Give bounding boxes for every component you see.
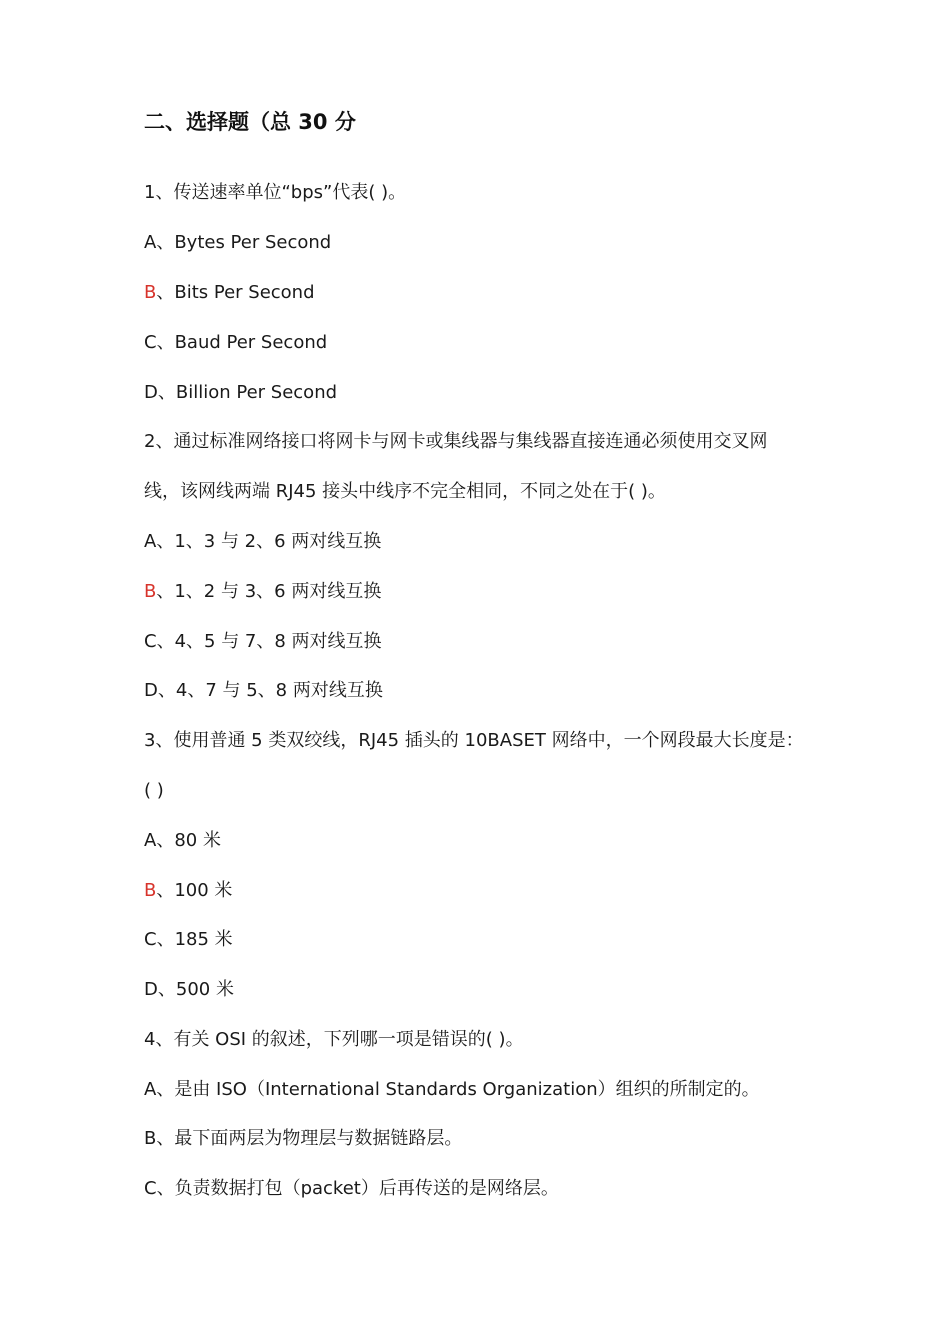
q3-option-b-letter: B bbox=[144, 880, 157, 901]
q1-option-c-letter: C bbox=[144, 332, 157, 353]
q3-option-b bbox=[144, 879, 232, 903]
q4-option-c-letter: C bbox=[144, 1178, 157, 1199]
q2-option-d-letter: D bbox=[144, 680, 158, 701]
q1-option-d-text: 、Billion Per Second bbox=[157, 382, 338, 403]
q4-option-a bbox=[144, 1078, 760, 1102]
q3-option-a-letter: A bbox=[144, 830, 157, 851]
q4-stem: 4、有关 OSI 的叙述，下列哪一项是错误的( )。 bbox=[144, 1029, 524, 1050]
q3-option-a-text: 、80 米 bbox=[156, 830, 221, 851]
q1-option-a-text: 、Bytes Per Second bbox=[156, 232, 332, 253]
q3-stem-line2: ( ) bbox=[144, 780, 164, 801]
q2-option-b bbox=[144, 580, 381, 604]
q1-option-d bbox=[144, 381, 337, 405]
q4-option-b-text: 、最下面两层为物理层与数据链路层。 bbox=[156, 1128, 463, 1149]
q2-option-a-letter: A bbox=[144, 531, 157, 552]
q3-stem-line1: 3、使用普通 5 类双绞线，RJ45 插头的 10BASET 网络中，一个网段最大长度是： bbox=[144, 730, 804, 751]
q1-option-b-text: 、Bits Per Second bbox=[156, 282, 315, 303]
q1-option-b bbox=[144, 281, 315, 305]
q4-option-a-letter: A bbox=[144, 1079, 157, 1100]
q1-option-c-text: 、Baud Per Second bbox=[156, 332, 328, 353]
q4-option-b bbox=[144, 1127, 462, 1151]
q2-option-d-text: 、4、7 与 5、8 两对线互换 bbox=[157, 680, 383, 701]
q2-option-a-text: 、1、3 与 2、6 两对线互换 bbox=[156, 531, 382, 552]
q2-option-d bbox=[144, 679, 383, 703]
q4-option-b-letter: B bbox=[144, 1128, 157, 1149]
q3-option-c bbox=[144, 928, 233, 952]
q2-option-c bbox=[144, 630, 382, 654]
q1-option-b-letter: B bbox=[144, 282, 157, 303]
q4-option-c bbox=[144, 1177, 559, 1201]
q3-option-b-text: 、100 米 bbox=[156, 880, 233, 901]
q3-option-c-text: 、185 米 bbox=[156, 929, 233, 950]
q1-option-a bbox=[144, 231, 331, 255]
q4-option-c-text: 、负责数据打包（packet）后再传送的是网络层。 bbox=[156, 1178, 559, 1199]
section-title: 二、选择题（总 30 分 bbox=[144, 110, 356, 134]
q2-option-c-text: 、4、5 与 7、8 两对线互换 bbox=[156, 631, 382, 652]
q1-stem: 1、传送速率单位“bps”代表( )。 bbox=[144, 182, 407, 203]
q3-option-c-letter: C bbox=[144, 929, 157, 950]
q1-option-d-letter: D bbox=[144, 382, 158, 403]
q2-option-b-text: 、1、2 与 3、6 两对线互换 bbox=[156, 581, 382, 602]
q3-option-a bbox=[144, 829, 221, 853]
q2-option-c-letter: C bbox=[144, 631, 157, 652]
q3-option-d-text: 、500 米 bbox=[157, 979, 234, 1000]
q2-stem-line2: 线，该网线两端 RJ45 接头中线序不完全相同，不同之处在于( )。 bbox=[144, 481, 666, 502]
q1-option-a-letter: A bbox=[144, 232, 157, 253]
q2-option-b-letter: B bbox=[144, 581, 157, 602]
q3-option-d-letter: D bbox=[144, 979, 158, 1000]
q2-option-a bbox=[144, 530, 381, 554]
q2-stem-line1: 2、通过标准网络接口将网卡与网卡或集线器与集线器直接连通必须使用交叉网 bbox=[144, 431, 768, 452]
q3-option-d bbox=[144, 978, 234, 1002]
q4-option-a-text: 、是由 ISO（International Standards Organization）组织的所制定的。 bbox=[156, 1079, 760, 1100]
q1-option-c bbox=[144, 331, 327, 355]
